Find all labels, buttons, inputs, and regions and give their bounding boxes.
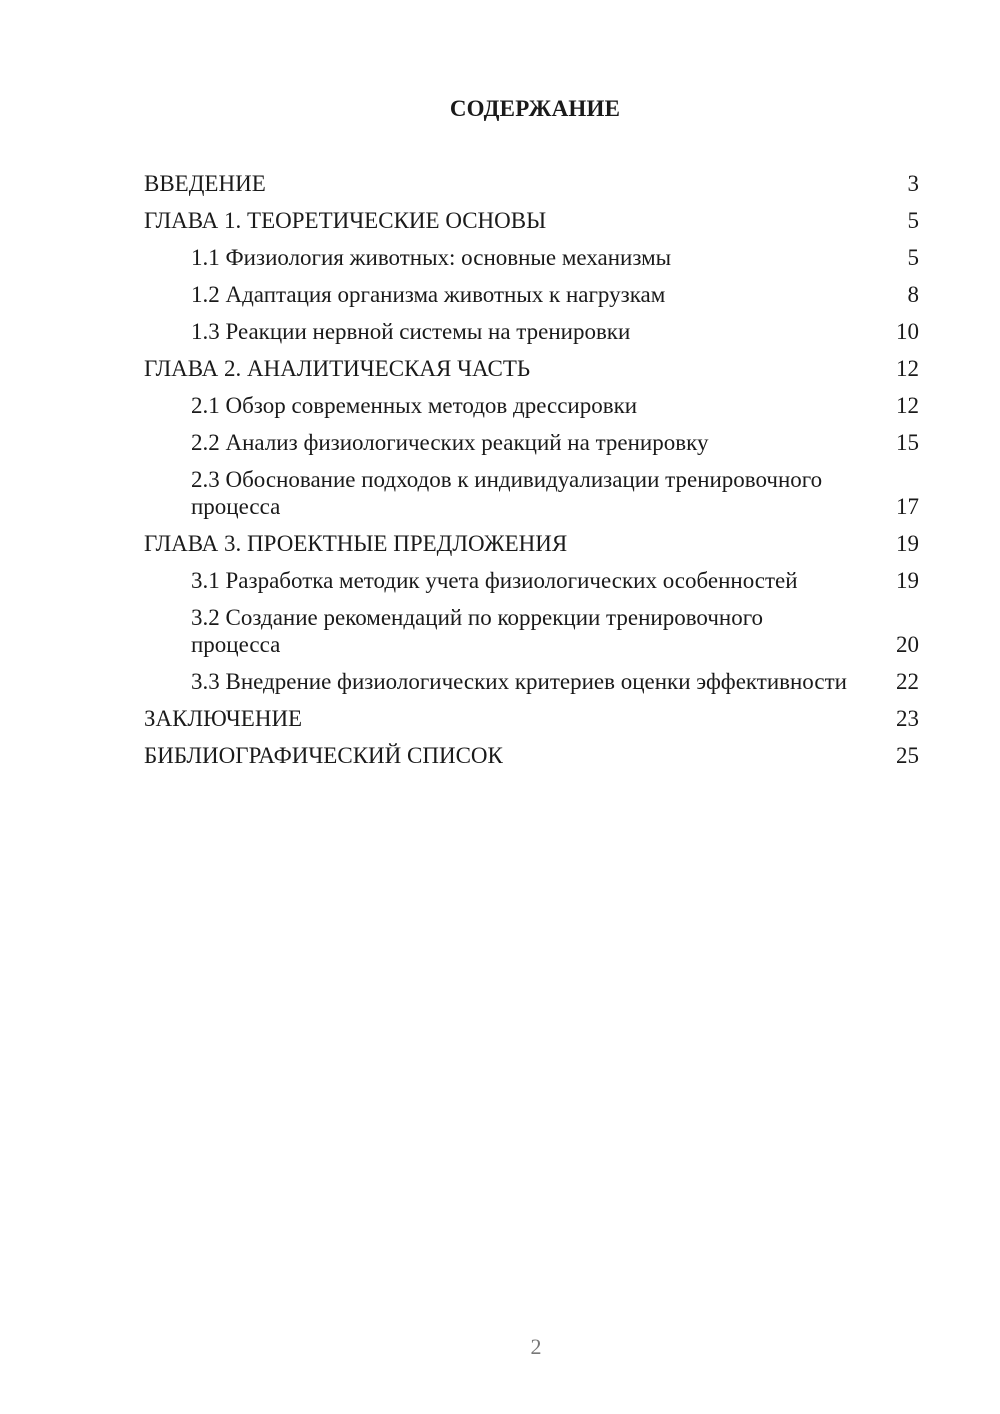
toc-entry-label: 2.3 Обоснование подходов к индивидуализации тренировочного процесса bbox=[191, 467, 823, 519]
toc-subentry[interactable] bbox=[144, 392, 919, 419]
toc-entry-label: 3.1 Разработка методик учета физиологических особенностей bbox=[191, 568, 798, 593]
toc-entry-page: 19 bbox=[896, 568, 919, 593]
toc-entry-label: 1.2 Адаптация организма животных к нагрузкам bbox=[191, 282, 666, 307]
toc-entry-label: ГЛАВА 1. ТЕОРЕТИЧЕСКИЕ ОСНОВЫ bbox=[144, 208, 547, 233]
toc-entry-label: БИБЛИОГРАФИЧЕСКИЙ СПИСОК bbox=[144, 743, 503, 768]
toc-entry-page: 8 bbox=[907, 282, 919, 307]
toc-entry-page: 19 bbox=[896, 531, 919, 556]
toc-entry-label: 3.3 Внедрение физиологических критериев оценки эффективности bbox=[191, 669, 847, 694]
toc-entry-label: 1.1 Физиология животных: основные механизмы bbox=[191, 245, 672, 270]
toc-entry-page: 17 bbox=[896, 494, 919, 519]
toc-title: СОДЕРЖАНИЕ bbox=[449, 96, 621, 121]
toc-subentry[interactable] bbox=[144, 318, 919, 345]
toc-entry-label: ГЛАВА 3. ПРОЕКТНЫЕ ПРЕДЛОЖЕНИЯ bbox=[144, 531, 568, 556]
toc-entry-label: 2.2 Анализ физиологических реакций на тренировку bbox=[191, 430, 709, 455]
toc-entry[interactable] bbox=[144, 207, 919, 234]
toc-entry-page: 25 bbox=[896, 743, 919, 768]
toc-entry-page: 20 bbox=[896, 632, 919, 657]
toc-entry-page: 5 bbox=[907, 245, 919, 270]
toc-subentry[interactable] bbox=[144, 281, 919, 308]
toc-entry-page: 23 bbox=[896, 706, 919, 731]
toc-entry-page: 3 bbox=[907, 171, 919, 196]
table-of-contents bbox=[144, 170, 919, 779]
page-number: 2 bbox=[530, 1334, 542, 1359]
toc-subentry[interactable] bbox=[144, 429, 919, 456]
toc-entry-label: 1.3 Реакции нервной системы на тренировки bbox=[191, 319, 631, 344]
toc-entry-page: 15 bbox=[896, 430, 919, 455]
toc-subentry[interactable] bbox=[144, 466, 919, 520]
toc-entry-page: 12 bbox=[896, 356, 919, 381]
toc-entry-label: 2.1 Обзор современных методов дрессировки bbox=[191, 393, 638, 418]
toc-entry-label: ЗАКЛЮЧЕНИЕ bbox=[144, 706, 303, 731]
toc-entry[interactable] bbox=[144, 705, 919, 732]
toc-entry-page: 10 bbox=[896, 319, 919, 344]
toc-entry-page: 5 bbox=[907, 208, 919, 233]
toc-entry[interactable] bbox=[144, 170, 919, 197]
toc-subentry[interactable] bbox=[144, 668, 919, 695]
toc-entry-label: ВВЕДЕНИЕ bbox=[144, 171, 266, 196]
toc-subentry[interactable] bbox=[144, 567, 919, 594]
toc-entry[interactable] bbox=[144, 742, 919, 769]
toc-subentry[interactable] bbox=[144, 244, 919, 271]
toc-entry-label: ГЛАВА 2. АНАЛИТИЧЕСКАЯ ЧАСТЬ bbox=[144, 356, 531, 381]
toc-entry-page: 12 bbox=[896, 393, 919, 418]
toc-entry-label: 3.2 Создание рекомендаций по коррекции тренировочного процесса bbox=[191, 605, 764, 657]
toc-entry[interactable] bbox=[144, 355, 919, 382]
toc-subentry[interactable] bbox=[144, 604, 919, 658]
toc-entry-page: 22 bbox=[896, 669, 919, 694]
toc-entry[interactable] bbox=[144, 530, 919, 557]
